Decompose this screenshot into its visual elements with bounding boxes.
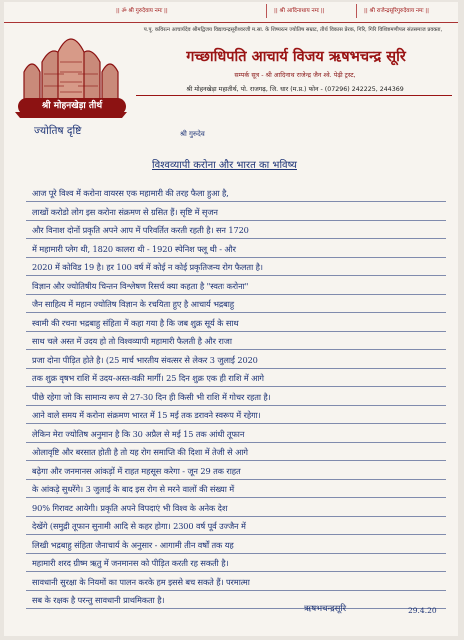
body-line: 2020 में कोविड 19 है। हर 100 वर्ष में कोई न कोई प्रकृतिजन्य रोग फैलता है। [32, 262, 263, 272]
ruled-line [26, 608, 446, 609]
body-line: बढ़ेगा और जनमानस आंकड़ों में राहत महसूस करेगा - जून 29 तक राहत [32, 465, 241, 476]
ruled-line [26, 460, 446, 461]
body-line: सब के रक्षक है परन्तु सावधानी प्राथमिकता है। [32, 595, 165, 605]
ruled-line [26, 571, 446, 572]
body-line: और विनाश दोनों प्रकृति अपने आप में परिवर्तित करती रहती है। सन 1720 [32, 225, 249, 235]
ruled-line [26, 257, 446, 258]
invocation-3: || श्री राजेन्द्रसूरिगुरुदेवाय नमः || [364, 8, 430, 14]
ruled-line [26, 368, 446, 369]
letterhead-divider [136, 95, 452, 96]
invocation-2: || श्री आदिनाथाय नमः || [274, 8, 325, 14]
body-line: देखेंगे (समुद्री तूफान सुनामी आदि से कहर होगा। 2300 वर्ष पूर्व उज्जैन में [32, 521, 246, 531]
invocation-strip [4, 2, 458, 23]
ruled-line [26, 220, 446, 221]
ruled-line [26, 553, 446, 554]
body-line: ओलावृष्टि और बरसात होती है तो यह रोग समाप्ति की दिशा में तेजी से आगे [32, 447, 248, 457]
ruled-line [26, 534, 446, 535]
body-line: लिखी भद्रबाहु संहिता जैनाचार्य के अनुसार - आगामी तीन वर्षों तक यह [32, 539, 234, 550]
letter-date: 29.4.20 [408, 606, 437, 615]
logo-caption: श्री मोहनखेड़ा तीर्थ [18, 98, 126, 115]
body-line: लेकिन मेरा ज्योतिष अनुमान है कि 30 अप्रैल से मई 15 तक आंधी तूफान [32, 428, 245, 439]
body-line: लाखों करोडो लोग इस करोना संक्रमण से ग्रसित हैं। सृष्टि में सृजन [32, 206, 218, 217]
ruled-line [26, 238, 446, 239]
ruled-line [26, 312, 446, 313]
body-line: के आंकड़े सुधरेंगे। 3 जुलाई के बाद इस रोग से मरने वालों की संख्या में [32, 484, 235, 494]
letterhead-address: श्री मोहनखेड़ा महातीर्थ, पो. राजगढ़, जि. धार (म.प्र.) फोन - (07296) 242225, 244369 [186, 86, 404, 93]
letterhead-title: गच्छाधिपति आचार्य विजय ऋषभचन्द्र सूरि [186, 48, 406, 65]
ruled-line [26, 405, 446, 406]
body-line: 90% गिरावट आयेगी। प्रकृति अपने विपदाएं भी विश्व के अनेक देश [32, 502, 228, 513]
ruled-line [26, 442, 446, 443]
body-line: स्वामी की रचना भद्रबाहु संहिता में कहा गया है कि जब शुक्र सूर्य के साथ [32, 317, 239, 328]
body-line: सावधानी सुरक्षा के नियमों का पालन करके हम इससे बच सकते हैं। परमात्मा [32, 576, 250, 587]
letter-page [4, 2, 458, 636]
body-line: आज पूरे विश्व में करोना वायरस एक महामारी की तरह फैला हुआ है, [32, 188, 229, 198]
body-line: प्रजा दोना पीड़ित होते है। (25 मार्च भारतीय संवत्सर से लेकर 3 जुलाई 2020 [32, 354, 258, 365]
ruled-line [26, 294, 446, 295]
ruled-line [26, 349, 446, 350]
ruled-line [26, 590, 446, 591]
body-line: आने वाले समय में करोना संक्रमण भारत में 15 मई तक डरावने स्वरूप में रहेगा। [32, 410, 261, 420]
divider [356, 4, 357, 18]
divider [266, 4, 267, 18]
signature: ऋषभचन्द्रसूरि [304, 604, 347, 614]
letterhead-subtitle: प.पू. कविरत्न आचार्यदेव श्रीमद्विजय विद्याचन्द्रसूरीश्वरजी म.सा. के शिष्यरत्न ज्योतिष सम्राट, तीर्थ विकास प्रेरक, गिरि, गिरि विशिष्टमणीपल संतसमाज प्रवक्ता, [143, 27, 443, 33]
ruled-line [26, 497, 446, 498]
salutation: श्री गुरुदेव [180, 130, 205, 138]
invocation-1: || ॐ श्री गुरुदेवाय नमः || [116, 8, 168, 14]
body-line: जैन साहित्य में महान ज्योतिष विज्ञान के रचयिता हुए है आचार्य भद्रबाहु [32, 299, 235, 309]
body-line: साथ चले अस्त में उदय हो तो विश्वव्यापी महामारी फैलती है और राजा [32, 336, 232, 346]
body-line: विज्ञान और ज्योतिषीय चिन्तन विश्लेषण रिसर्च क्या कहता है "स्वतः करोना" [32, 280, 249, 291]
ruled-line [26, 516, 446, 517]
body-line: महामारी शरद ग्रीष्म ऋतु में जनमानस को पीड़ित करती रह सकती है। [32, 558, 229, 568]
letter-title: विश्वव्यापी करोना और भारत का भविष्य [152, 160, 297, 171]
letterhead-contact: सम्पर्क सूत्र - श्री आदिनाथ राजेन्द्र जैन श्वे. पेढ़ी ट्रस्ट, [234, 71, 356, 79]
body-line: पीछे रहेगा जो कि सामान्य रूप से 27-30 दिन ही किसी भी राशि में गोचर रहता है। [32, 391, 271, 402]
ruled-line [26, 331, 446, 332]
ruled-line [26, 479, 446, 480]
ruled-line [26, 201, 446, 202]
letter-heading: ज्योतिष दृष्टि [34, 125, 82, 137]
body-line: तक शुक्र वृषभ राशि में उदय-अस्त-वक्री मार्गी। 25 दिन शुक्र एक ही राशि में आगे [32, 373, 264, 383]
ruled-line [26, 386, 446, 387]
ruled-line [26, 423, 446, 424]
body-line: में महामारी प्लेग थी, 1820 कालरा थी - 1920 स्पेनिश फ्लू थी - और [32, 243, 236, 254]
ruled-line [26, 275, 446, 276]
